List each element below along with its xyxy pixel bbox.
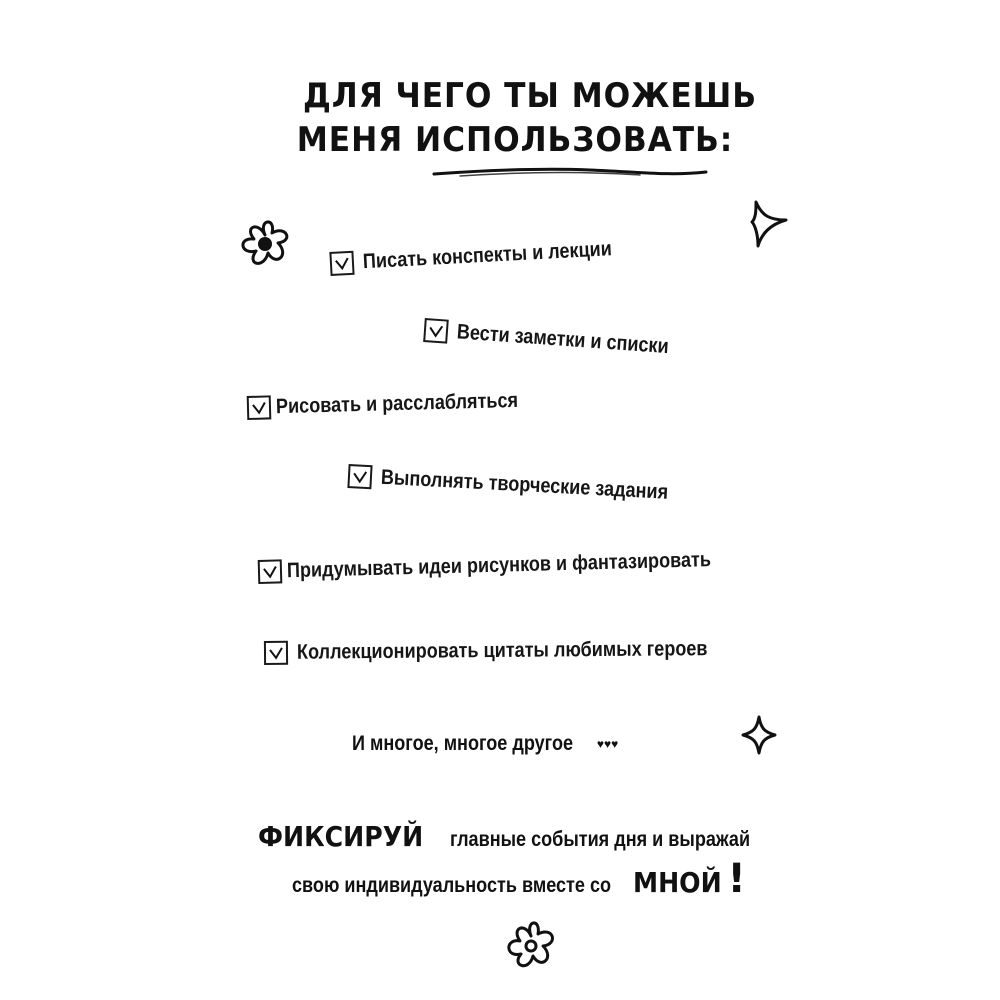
footer-line-1 [258,820,799,853]
flower-icon [503,916,559,974]
flower-icon [236,215,294,271]
list-item [329,235,653,276]
footer-emphasis-me: МНОЙ [632,866,722,899]
checkbox-checked-icon [247,395,272,420]
footer-text-2: свою индивидуальность вместе со [292,874,612,897]
list-item-label: Писать конспекты и лекции [362,237,613,274]
checkbox-checked-icon [264,641,288,665]
list-item-label: Вести заметки и списки [456,320,670,359]
footer-emphasis-fix: ФИКСИРУЙ [258,820,424,853]
footer-line-2 [292,856,746,902]
footer-text-1: главные события дня и выражай [449,828,750,851]
brush-underline-icon [430,160,710,182]
sparkle-icon [748,198,790,250]
sparkle-icon [740,714,778,756]
checkbox-checked-icon [423,318,449,344]
list-item [258,546,781,584]
header-line-1: ДЛЯ ЧЕГО ТЫ МОЖЕШЬ [303,76,757,116]
and-more-line [352,732,618,756]
list-item [423,318,704,361]
header-line-2: МЕНЯ ИСПОЛЬЗОВАТЬ: [296,120,734,160]
checkbox-checked-icon [258,559,283,584]
checkbox-checked-icon [347,464,372,489]
hearts-icon: ♥♥♥ [596,737,619,752]
list-item-label: Придумывать идеи рисунков и фантазировать [286,548,712,583]
and-more-text: И многое, многое другое [352,732,574,755]
list-item-label: Рисовать и расслабляться [275,388,519,419]
list-item-label: Выполнять творческие задания [380,465,669,504]
checkbox-checked-icon [329,251,354,276]
list-item [247,388,558,420]
list-item [264,637,775,665]
list-item-label: Коллекционировать цитаты любимых героев [296,637,708,664]
list-item [347,464,715,507]
exclamation-mark: ! [727,856,746,902]
